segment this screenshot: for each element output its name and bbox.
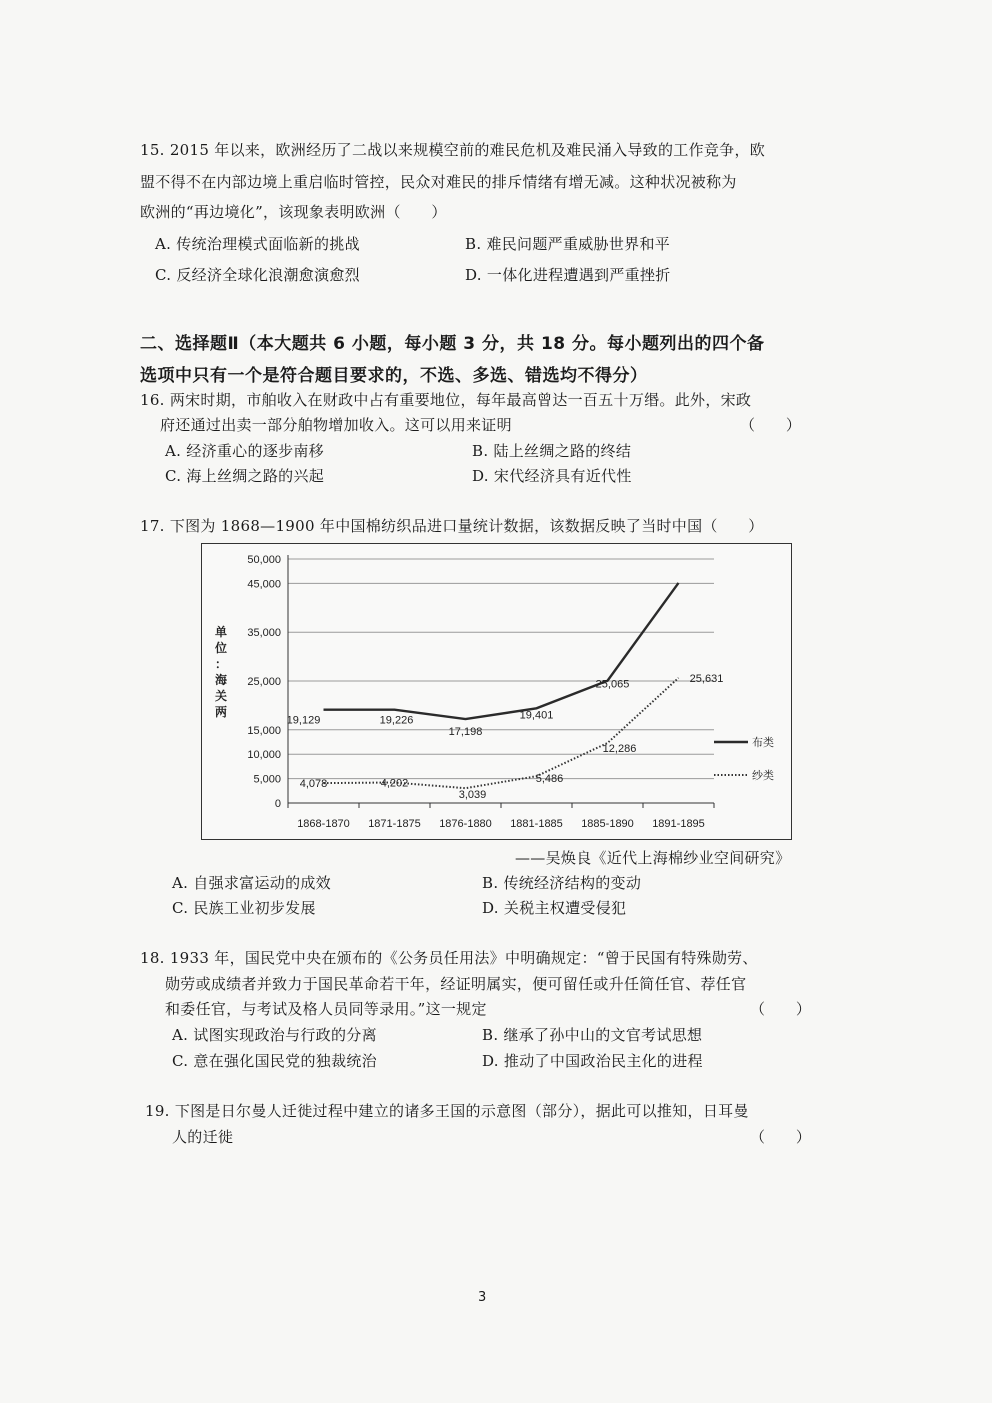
data-label: 4,202	[380, 777, 409, 790]
q16-option-a: A. 经济重心的逐步南移	[165, 442, 324, 460]
q15-option-c: C. 反经济全球化浪潮愈演愈烈	[155, 266, 360, 284]
y-tick-label: 45,000	[247, 578, 281, 591]
x-tick-label: 1871-1875	[368, 818, 421, 830]
y-axis-label-char: 关	[214, 689, 228, 703]
y-tick-label: 25,000	[247, 676, 281, 688]
data-label: 4,078	[299, 778, 328, 791]
y-axis-label-char: 两	[214, 705, 228, 719]
series-line-yarn	[324, 678, 679, 788]
x-tick-label: 1885-1890	[581, 818, 634, 830]
y-axis-label-char: 位	[214, 641, 228, 655]
q18-answer-bracket: （ ）	[750, 1000, 812, 1018]
q19-stem-line2: 人的迁徙	[172, 1128, 234, 1146]
page-number: 3	[478, 1290, 487, 1305]
section2-heading-line1: 二、选择题Ⅱ（本大题共 6 小题，每小题 3 分，共 18 分。每小题列出的四个备	[140, 334, 765, 354]
q16-stem-line2: 府还通过出卖一部分舶物增加收入。这可以用来证明	[160, 416, 512, 434]
x-tick-label: 1876-1880	[439, 818, 492, 830]
q15-option-a: A. 传统治理模式面临新的挑战	[155, 235, 360, 253]
q18-stem-line2: 勋劳或成绩者并致力于国民革命若干年，经证明属实，便可留任或升任简任官、荐任官	[165, 975, 747, 993]
data-label: 19,129	[286, 714, 321, 727]
q18-option-d: D. 推动了中国政治民主化的进程	[482, 1052, 703, 1070]
q15-stem-line2: 盟不得不在内部边境上重启临时管控，民众对难民的排斥情绪有增无减。这种状况被称为	[140, 173, 737, 191]
q18-option-b: B. 继承了孙中山的文官考试思想	[482, 1026, 703, 1044]
y-tick-label: 0	[274, 798, 281, 810]
q16-answer-bracket: （ ）	[740, 416, 802, 434]
q17-option-a: A. 自强求富运动的成效	[172, 874, 331, 892]
q19-answer-bracket: （ ）	[750, 1128, 812, 1146]
import-line-chart	[202, 544, 791, 839]
q17-stem: 17. 下图为 1868—1900 年中国棉纺织品进口量统计数据，该数据反映了当时中国（ ）	[140, 517, 764, 535]
y-tick-label: 5,000	[253, 773, 281, 786]
q17-chart-source: ——吴焕良《近代上海棉纱业空间研究》	[515, 849, 791, 867]
y-tick-label: 50,000	[247, 554, 281, 566]
x-tick-label: 1881-1885	[510, 818, 563, 830]
y-tick-label: 15,000	[247, 724, 281, 737]
data-label: 5,486	[535, 773, 564, 786]
data-label: 3,039	[458, 789, 487, 802]
data-label: 25,631	[689, 672, 724, 685]
import-chart-frame	[201, 543, 792, 840]
x-tick-label: 1891-1895	[652, 818, 705, 830]
q17-option-b: B. 传统经济结构的变动	[482, 874, 642, 892]
y-axis-label-char: 海	[214, 673, 228, 687]
q15-option-b: B. 难民问题严重威胁世界和平	[465, 235, 671, 253]
q18-stem-line3: 和委任官，与考试及格人员同等录用。”这一规定	[165, 1000, 487, 1018]
x-tick-label: 1868-1870	[297, 818, 350, 830]
q15-option-d: D. 一体化进程遭遇到严重挫折	[465, 266, 671, 284]
legend-label: 纱类	[752, 769, 774, 782]
q19-stem-line1: 19. 下图是日尔曼人迁徙过程中建立的诸多王国的示意图（部分），据此可以推知，日耳曼	[145, 1102, 749, 1120]
q15-stem-line3: 欧洲的“再边境化”，该现象表明欧洲（ ）	[140, 203, 447, 221]
q16-stem-line1: 16. 两宋时期，市舶收入在财政中占有重要地位，每年最高曾达一百五十万缗。此外，宋政	[140, 391, 752, 409]
legend-label: 布类	[752, 736, 774, 749]
q17-option-c: C. 民族工业初步发展	[172, 899, 316, 917]
q18-option-a: A. 试图实现政治与行政的分离	[172, 1026, 377, 1044]
data-label: 12,286	[602, 743, 637, 756]
data-label: 19,401	[519, 709, 554, 722]
data-label: 17,198	[448, 726, 483, 739]
data-label: 19,226	[379, 714, 414, 727]
q16-option-d: D. 宋代经济具有近代性	[472, 467, 632, 485]
y-tick-label: 35,000	[247, 627, 281, 640]
data-label: 25,065	[595, 678, 630, 691]
q18-stem-line1: 18. 1933 年，国民党中央在颁布的《公务员任用法》中明确规定：“曾于民国有特殊勋劳、	[140, 949, 758, 967]
y-axis-label-char: ：	[214, 657, 228, 671]
y-axis-label-char: 单	[214, 625, 228, 639]
y-tick-label: 10,000	[247, 749, 281, 762]
section2-heading-line2: 选项中只有一个是符合题目要求的，不选、多选、错选均不得分）	[140, 366, 648, 386]
q17-option-d: D. 关税主权遭受侵犯	[482, 899, 627, 917]
q15-stem-line1: 15. 2015 年以来，欧洲经历了二战以来规模空前的难民危机及难民涌入导致的工作竞争，欧	[140, 141, 766, 159]
q16-option-c: C. 海上丝绸之路的兴起	[165, 467, 325, 485]
q18-option-c: C. 意在强化国民党的独裁统治	[172, 1052, 377, 1070]
q16-option-b: B. 陆上丝绸之路的终结	[472, 442, 632, 460]
